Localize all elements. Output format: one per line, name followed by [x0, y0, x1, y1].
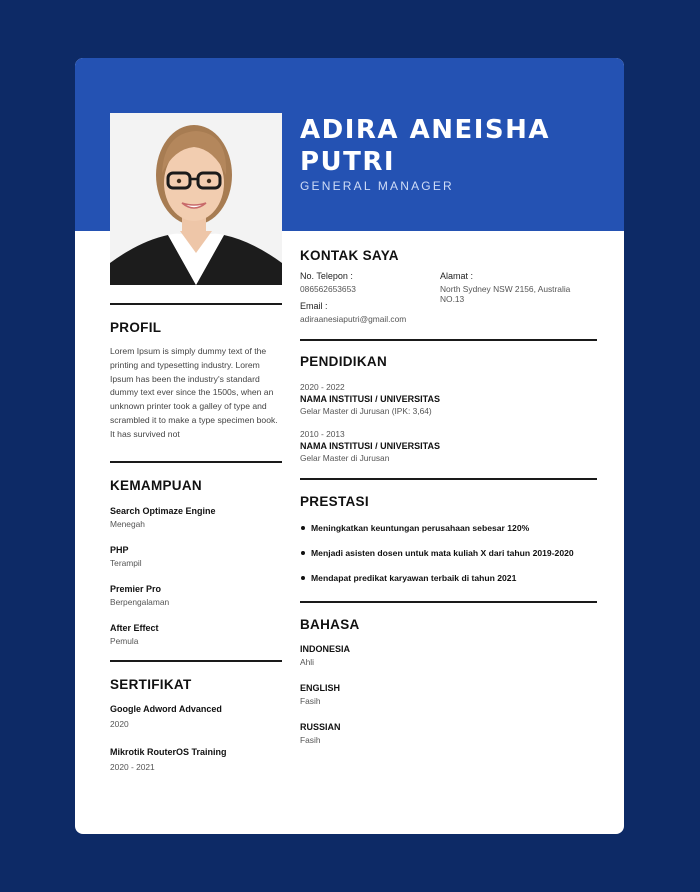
skill-item: [110, 506, 282, 545]
certificate-item: [110, 747, 282, 772]
certificates-list: [110, 704, 282, 772]
right-column: [300, 248, 597, 745]
language-name: ENGLISH: [300, 683, 341, 693]
language-level: Fasih: [300, 696, 321, 706]
certificate-year: 2020 - 2021: [110, 761, 155, 772]
achievement-item: [300, 548, 597, 573]
skills-heading: KEMAMPUAN: [110, 477, 202, 493]
education-school: NAMA INSTITUSI / UNIVERSITAS: [300, 394, 441, 404]
phone-value: 086562653653: [300, 284, 356, 294]
contact-left: [300, 271, 435, 324]
bullet-icon: [301, 576, 305, 580]
skill-name: Search Optimaze Engine: [110, 505, 216, 516]
education-item: [300, 429, 597, 463]
address-line-1: North Sydney NSW 2156, Australia: [440, 284, 571, 294]
language-item: [300, 683, 597, 722]
education-degree: Gelar Master di Jurusan (IPK: 3,64): [300, 406, 432, 416]
achievement-text: Meningkatkan keuntungan perusahaan sebesar 120%: [311, 523, 530, 533]
skill-name: PHP: [110, 544, 129, 555]
divider: [300, 478, 597, 480]
education-heading: PENDIDIKAN: [300, 354, 388, 369]
profile-photo: [110, 113, 282, 285]
contact-right: [440, 271, 597, 304]
language-level: Fasih: [300, 735, 321, 745]
bullet-icon: [301, 551, 305, 555]
job-title: GENERAL MANAGER: [300, 179, 454, 193]
email-label: Email :: [300, 301, 328, 311]
certificate-name: Google Adword Advanced: [110, 703, 222, 714]
skill-name: Premier Pro: [110, 583, 162, 594]
left-column: [110, 303, 282, 772]
skill-level: Pemula: [110, 635, 139, 646]
resume-card: [75, 58, 624, 834]
divider: [110, 303, 282, 305]
person-name: ADIRA ANEISHA PUTRI: [300, 115, 550, 177]
language-level: Ahli: [300, 657, 314, 667]
education-degree: Gelar Master di Jurusan: [300, 453, 390, 463]
achievement-item: [300, 573, 597, 583]
skill-item: [110, 623, 282, 647]
divider: [300, 339, 597, 341]
profile-heading: PROFIL: [110, 320, 162, 335]
language-name: RUSSIAN: [300, 722, 341, 732]
profile-text: Lorem Ipsum is simply dummy text of the printing and typesetting industry. Lorem Ipsum has been the industry's standard dummy text ever since the 1500s, when an unknown printer took a galley of type and scrambled it to make a type specimen book. It has survived not: [110, 346, 278, 439]
language-name: INDONESIA: [300, 644, 351, 654]
education-years: 2020 - 2022: [300, 382, 345, 392]
achievement-item: [300, 523, 597, 548]
certificates-heading: SERTIFIKAT: [110, 676, 192, 692]
skill-level: Terampil: [110, 557, 142, 568]
email-value: adiraanesiaputri@gmail.com: [300, 314, 407, 324]
divider: [110, 660, 282, 662]
contact-heading: KONTAK SAYA: [300, 248, 399, 263]
education-school: NAMA INSTITUSI / UNIVERSITAS: [300, 441, 441, 451]
language-item: [300, 722, 597, 745]
address-line-2: NO.13: [440, 294, 465, 304]
portrait-illustration: [110, 113, 282, 285]
bullet-icon: [301, 526, 305, 530]
certificate-name: Mikrotik RouterOS Training: [110, 746, 227, 757]
language-item: [300, 644, 597, 683]
skill-level: Berpengalaman: [110, 596, 170, 607]
education-years: 2010 - 2013: [300, 429, 345, 439]
education-list: [300, 382, 597, 463]
certificate-item: [110, 704, 282, 747]
achievements-heading: PRESTASI: [300, 494, 369, 509]
languages-heading: BAHASA: [300, 617, 360, 632]
skill-item: [110, 584, 282, 623]
education-item: [300, 382, 597, 429]
skill-level: Menegah: [110, 518, 145, 529]
skill-item: [110, 545, 282, 584]
address-label: Alamat :: [440, 271, 474, 281]
phone-label: No. Telepon :: [300, 271, 353, 281]
achievement-text: Mendapat predikat karyawan terbaik di tahun 2021: [311, 573, 517, 583]
divider: [110, 461, 282, 463]
skill-name: After Effect: [110, 622, 159, 633]
divider: [300, 601, 597, 603]
achievement-text: Menjadi asisten dosen untuk mata kuliah X dari tahun 2019-2020: [311, 548, 574, 558]
skills-list: [110, 506, 282, 647]
languages-list: [300, 644, 597, 745]
certificate-year: 2020: [110, 718, 129, 729]
achievements-list: [300, 523, 597, 583]
contact-details: [300, 271, 597, 331]
